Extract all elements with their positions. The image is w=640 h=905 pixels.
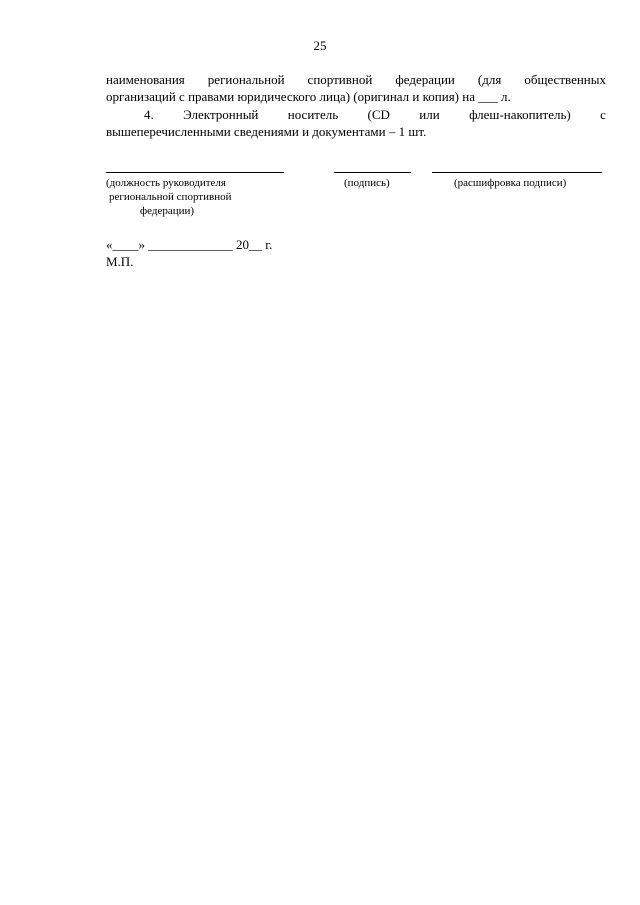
item-word: (CD [367, 107, 390, 122]
item-word: или [419, 107, 440, 122]
name-caption: (расшифровка подписи) [454, 177, 567, 189]
paragraph-line: наименования региональной спортивной федерации (для общественных [106, 72, 606, 87]
signature-caption: (подпись) [344, 177, 390, 189]
item-number: 4. [144, 107, 154, 122]
date-line: «____» _____________ 20__ г. [106, 237, 273, 252]
position-signature-line [106, 172, 284, 173]
position-caption: (должность руководителя [106, 177, 226, 189]
stamp-place: М.П. [106, 254, 134, 269]
position-caption: федерации) [140, 205, 195, 217]
name-signature-line [432, 172, 602, 173]
paragraph-line: организаций с правами юридического лица) (оригинал и копия) на ___ л. [106, 89, 511, 104]
item-word: флеш-накопитель) [469, 107, 571, 122]
paragraph-line: вышеперечисленными сведениями и документами – 1 шт. [106, 124, 427, 139]
page-number: 25 [313, 38, 327, 53]
item-4-line [106, 106, 606, 123]
item-word: с [600, 107, 606, 122]
item-word: Электронный [183, 107, 259, 122]
position-caption: региональной спортивной [109, 191, 232, 203]
signature-line [334, 172, 411, 173]
item-word: носитель [287, 107, 339, 122]
